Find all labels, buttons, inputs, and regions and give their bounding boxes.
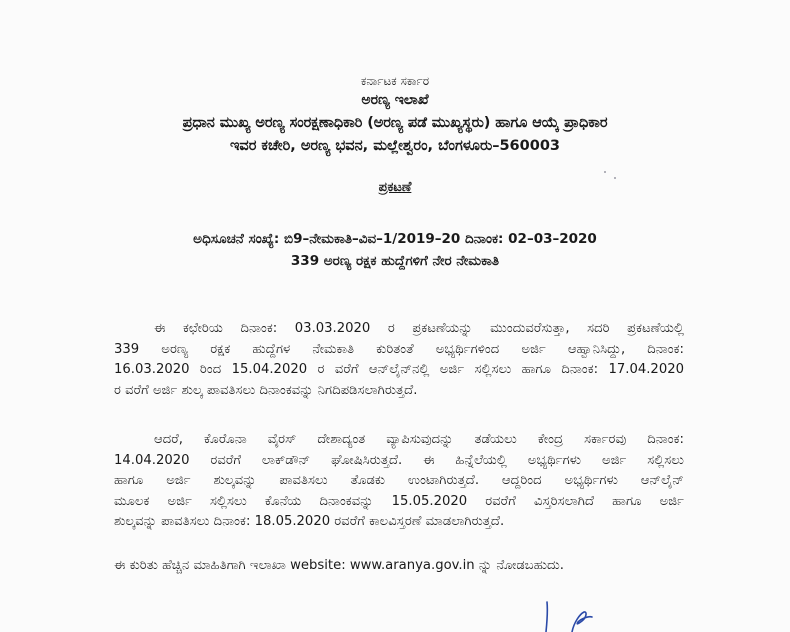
paragraph-line: ಈ ಕುರಿತು ಹೆಚ್ಚಿನ ಮಾಹಿತಿಗಾಗಿ ಇಲಾಖಾ website: www.aranya.gov.in ನ್ನು ನೋಡಬಹುದು. (114, 558, 564, 573)
office-address: ಇವರ ಕಚೇರಿ, ಅರಣ್ಯ ಭವನ, ಮಲ್ಲೇಶ್ವರಂ, ಬೆಂಗಳೂರು–560003 (229, 138, 561, 154)
notice-subject: 339 ಅರಣ್ಯ ರಕ್ಷಕ ಹುದ್ದೆಗಳಿಗೆ ನೇರ ನೇಮಕಾತಿ (290, 253, 500, 269)
notification-reference: ಅಧಿಸೂಚನೆ ಸಂಖ್ಯೆ: ಬಿ9–ನೇಮಕಾತಿ–ವಿವ–1/2019–20 ದಿನಾಂಕ: 02–03–2020 (193, 231, 597, 247)
paragraph-line: ಶುಲ್ಕವನ್ನು ಪಾವತಿಸಲು ದಿನಾಂಕ: 18.05.2020 ರವರೆಗೆ ಕಾಲವಿಸ್ತರಣೆ ಮಾಡಲಾಗಿರುತ್ತದೆ. (114, 514, 505, 529)
department-name: ಅರಣ್ಯ ಇಲಾಖೆ (361, 92, 429, 108)
government-name: ಕರ್ನಾಟಕ ಸರ್ಕಾರ (360, 74, 430, 88)
paragraph-line: 339 ಅರಣ್ಯ ರಕ್ಷಕ ಹುದ್ದೆಗಳ ನೇಮಕಾತಿ ಕುರಿತಂತೆ ಅಭ್ಯರ್ಥಿಗಳಿಂದ ಅರ್ಜಿ ಆಹ್ವಾನಿಸಿದ್ದು, ದಿನಾಂಕ: (114, 341, 684, 357)
signature-mark (532, 598, 612, 632)
scan-speck (614, 177, 616, 179)
paragraph-line: ಹಾಗೂ ಅರ್ಜಿ ಶುಲ್ಕವನ್ನು ಪಾವತಿಸಲು ತೊಡಕು ಉಂಟಾಗಿರುತ್ತದೆ. ಆದ್ದರಿಂದ ಅಭ್ಯರ್ಥಿಗಳು ಆನ್‌ಲೈನ್ (114, 473, 684, 488)
paragraph-website-info (114, 556, 684, 577)
paragraph-line: ಆದರೆ, ಕೊರೊನಾ ವೈರಸ್ ದೇಶಾದ್ಯಂತ ವ್ಯಾಪಿಸುವುದನ್ನು ತಡೆಯಲು ಕೇಂದ್ರ ಸರ್ಕಾರವು ದಿನಾಂಕ: (154, 432, 684, 447)
paragraph-extension-context (114, 319, 684, 401)
paragraph-line: 16.03.2020 ರಿಂದ 15.04.2020 ರ ವರೆಗೆ ಆನ್‌ಲೈನ್‌ನಲ್ಲಿ ಅರ್ಜಿ ಸಲ್ಲಿಸಲು ಹಾಗೂ ದಿನಾಂಕ: 17.04.2020 (114, 362, 684, 377)
paragraph-line: ರ ವರೆಗೆ ಅರ್ಜಿ ಶುಲ್ಕ ಪಾವತಿಸಲು ದಿನಾಂಕವನ್ನು ನಿಗದಿಪಡಿಸಲಾಗಿರುತ್ತದೆ. (114, 382, 418, 398)
paragraph-line: ಈ ಕಛೇರಿಯ ದಿನಾಂಕ: 03.03.2020 ರ ಪ್ರಕಟಣೆಯನ್ನು ಮುಂದುವರೆಸುತ್ತಾ, ಸದರಿ ಪ್ರಕಟಣೆಯಲ್ಲಿ (154, 321, 684, 336)
paragraph-line: 14.04.2020 ರವರೆಗೆ ಲಾಕ್‌ಡೌನ್ ಘೋಷಿಸಿರುತ್ತದೆ. ಈ ಹಿನ್ನೆಲೆಯಲ್ಲಿ ಅಭ್ಯರ್ಥಿಗಳು ಅರ್ಜಿ ಸಲ್ಲಿಸಲು (114, 452, 684, 468)
notice-title: ಪ್ರಕಟಣೆ (378, 180, 412, 195)
authority-title: ಪ್ರಧಾನ ಮುಖ್ಯ ಅರಣ್ಯ ಸಂರಕ್ಷಣಾಧಿಕಾರಿ (ಅರಣ್ಯ ಪಡೆ ಮುಖ್ಯಸ್ಥರು) ಹಾಗೂ ಆಯ್ಕೆ ಪ್ರಾಧಿಕಾರ (182, 115, 608, 131)
paragraph-line: ಮೂಲಕ ಅರ್ಜಿ ಸಲ್ಲಿಸಲು ಕೊನೆಯ ದಿನಾಂಕವನ್ನು 15.05.2020 ರವರೆಗೆ ವಿಸ್ತರಿಸಲಾಗಿದೆ ಹಾಗೂ ಅರ್ಜಿ (114, 493, 684, 509)
scan-speck (604, 171, 606, 173)
paragraph-lockdown-extension (114, 430, 684, 533)
